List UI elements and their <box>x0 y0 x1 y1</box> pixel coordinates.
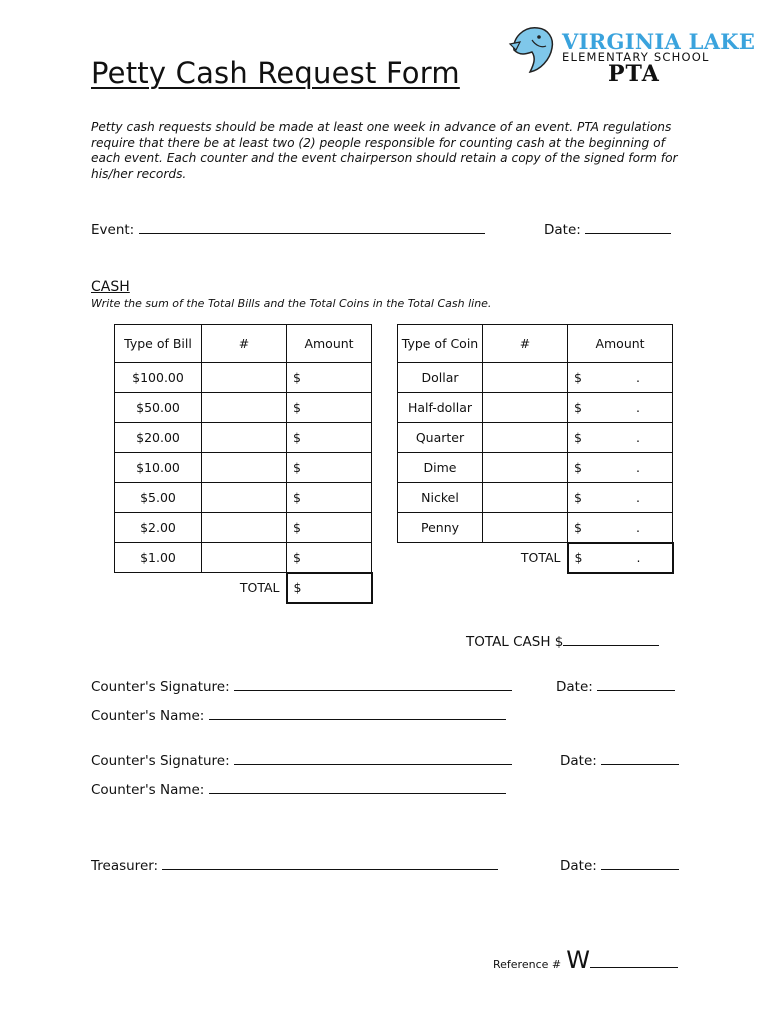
decimal-point: . <box>636 370 640 385</box>
event-date-field[interactable] <box>544 222 671 238</box>
coins-table <box>397 324 674 574</box>
currency-symbol: $ <box>293 580 302 595</box>
counter2-signature-line[interactable] <box>234 764 512 765</box>
table-row <box>398 513 673 543</box>
table-row <box>115 363 372 393</box>
table-row <box>115 423 372 453</box>
bill-type: $50.00 <box>115 393 202 423</box>
dolphin-icon <box>506 20 558 76</box>
coin-type: Quarter <box>398 423 483 453</box>
bill-type: $5.00 <box>115 483 202 513</box>
coins-header-count: # <box>483 325 568 363</box>
table-row <box>115 543 372 573</box>
bill-amount-cell[interactable] <box>287 423 372 453</box>
intro-paragraph: Petty cash requests should be made at least one week in advance of an event. PTA regulations require that there be at least two (2) people responsible for counting cash at the beginning of each event. Each counter and the event chairperson should retain a copy of the signed form for his/her records. <box>91 120 678 181</box>
total-cash-line[interactable] <box>563 645 659 646</box>
counter1-name-line[interactable] <box>209 719 506 720</box>
reference-prefix: W <box>566 946 590 974</box>
treasurer-label: Treasurer: <box>91 858 159 874</box>
coin-amount-cell[interactable] <box>568 513 673 543</box>
currency-symbol: $ <box>293 490 301 505</box>
bills-table <box>114 324 373 604</box>
coin-amount-cell[interactable] <box>568 363 673 393</box>
coin-type: Penny <box>398 513 483 543</box>
bill-type: $100.00 <box>115 363 202 393</box>
treasurer-line[interactable] <box>162 869 498 870</box>
reference-field[interactable] <box>493 946 678 974</box>
table-row <box>115 513 372 543</box>
total-cash-label: TOTAL CASH $ <box>466 634 564 650</box>
logo-school-type: ELEMENTARY SCHOOL <box>562 50 710 64</box>
event-field[interactable] <box>91 222 485 238</box>
currency-symbol: $ <box>574 370 582 385</box>
reference-label: Reference # <box>493 958 562 971</box>
coins-header-amount: Amount <box>568 325 673 363</box>
currency-symbol: $ <box>293 520 301 535</box>
counter2-name-field[interactable] <box>91 782 506 798</box>
counter1-date-line[interactable] <box>597 690 675 691</box>
bill-count-cell[interactable] <box>202 483 287 513</box>
currency-symbol: $ <box>574 460 582 475</box>
coin-type: Half-dollar <box>398 393 483 423</box>
coin-amount-cell[interactable] <box>568 423 673 453</box>
decimal-point: . <box>636 490 640 505</box>
table-row <box>398 363 673 393</box>
bill-count-cell[interactable] <box>202 513 287 543</box>
bill-count-cell[interactable] <box>202 543 287 573</box>
bill-amount-cell[interactable] <box>287 543 372 573</box>
treasurer-date-field[interactable] <box>560 858 679 874</box>
decimal-point: . <box>636 460 640 475</box>
bill-count-cell[interactable] <box>202 363 287 393</box>
coin-amount-cell[interactable] <box>568 453 673 483</box>
bills-total-cell[interactable] <box>287 573 372 603</box>
counter1-date-label: Date: <box>556 679 593 695</box>
bills-header-type: Type of Bill <box>115 325 202 363</box>
bills-header-count: # <box>202 325 287 363</box>
treasurer-date-line[interactable] <box>601 869 679 870</box>
currency-symbol: $ <box>293 549 301 565</box>
counter2-name-line[interactable] <box>209 793 506 794</box>
cash-heading: CASH <box>91 279 130 295</box>
page-title: Petty Cash Request Form <box>91 56 460 90</box>
treasurer-date-label: Date: <box>560 858 597 874</box>
coins-total-label: TOTAL <box>520 550 561 566</box>
coin-count-cell[interactable] <box>483 513 568 543</box>
table-row <box>115 393 372 423</box>
counter1-date-field[interactable] <box>556 679 675 695</box>
bill-count-cell[interactable] <box>202 453 287 483</box>
bill-amount-cell[interactable] <box>287 453 372 483</box>
decimal-point: . <box>636 400 640 415</box>
logo-school-name: VIRGINIA LAKE <box>562 29 756 54</box>
table-row <box>398 483 673 513</box>
bills-total-row <box>115 573 372 603</box>
counter2-name-label: Counter's Name: <box>91 782 205 798</box>
coins-total-row <box>398 543 673 573</box>
bill-type: $2.00 <box>115 513 202 543</box>
event-date-label: Date: <box>544 222 581 238</box>
bill-amount-cell[interactable] <box>287 483 372 513</box>
currency-symbol: $ <box>293 400 301 415</box>
bill-amount-cell[interactable] <box>287 393 372 423</box>
decimal-point: . <box>636 550 641 565</box>
currency-symbol: $ <box>574 519 582 535</box>
table-row <box>398 453 673 483</box>
decimal-point: . <box>636 430 640 445</box>
coins-header-type: Type of Coin <box>398 325 483 363</box>
cash-instruction: Write the sum of the Total Bills and the Total Coins in the Total Cash line. <box>91 297 492 310</box>
coins-total-cell[interactable] <box>568 543 673 573</box>
decimal-point: . <box>636 519 640 535</box>
counter1-signature-line[interactable] <box>234 690 512 691</box>
event-label: Event: <box>91 222 135 238</box>
bills-header-amount: Amount <box>287 325 372 363</box>
coin-count-cell[interactable] <box>483 453 568 483</box>
bill-amount-cell[interactable] <box>287 363 372 393</box>
table-row <box>115 453 372 483</box>
currency-symbol: $ <box>574 490 582 505</box>
coin-count-cell[interactable] <box>483 423 568 453</box>
currency-symbol: $ <box>574 430 582 445</box>
coin-amount-cell[interactable] <box>568 483 673 513</box>
coin-count-cell[interactable] <box>483 393 568 423</box>
bill-amount-cell[interactable] <box>287 513 372 543</box>
counter2-signature-label: Counter's Signature: <box>91 753 230 769</box>
coin-amount-cell[interactable] <box>568 393 673 423</box>
coin-count-cell[interactable] <box>483 363 568 393</box>
counter2-signature-field[interactable] <box>91 753 512 769</box>
logo <box>506 20 558 80</box>
bills-total-label: TOTAL <box>239 580 280 596</box>
currency-symbol: $ <box>574 550 583 565</box>
table-row <box>115 483 372 513</box>
coin-type: Dollar <box>398 363 483 393</box>
counter1-name-field[interactable] <box>91 708 506 724</box>
currency-symbol: $ <box>293 370 301 385</box>
treasurer-field[interactable] <box>91 858 498 874</box>
counter1-signature-field[interactable] <box>91 679 512 695</box>
counter2-date-field[interactable] <box>560 753 679 769</box>
counter2-date-label: Date: <box>560 753 597 769</box>
counter2-date-line[interactable] <box>601 764 679 765</box>
bill-count-cell[interactable] <box>202 393 287 423</box>
coin-type: Dime <box>398 453 483 483</box>
coin-count-cell[interactable] <box>483 483 568 513</box>
currency-symbol: $ <box>293 460 301 475</box>
total-cash-field[interactable] <box>466 634 659 650</box>
bill-type: $20.00 <box>115 423 202 453</box>
bill-type: $1.00 <box>115 543 202 573</box>
counter1-name-label: Counter's Name: <box>91 708 205 724</box>
counter1-signature-label: Counter's Signature: <box>91 679 230 695</box>
table-row <box>398 423 673 453</box>
bill-count-cell[interactable] <box>202 423 287 453</box>
event-line[interactable] <box>139 233 485 234</box>
coin-type: Nickel <box>398 483 483 513</box>
currency-symbol: $ <box>293 430 301 445</box>
bill-type: $10.00 <box>115 453 202 483</box>
event-date-line[interactable] <box>585 233 671 234</box>
reference-line[interactable] <box>590 967 678 968</box>
currency-symbol: $ <box>574 400 582 415</box>
logo-pta: PTA <box>608 61 660 87</box>
table-row <box>398 393 673 423</box>
